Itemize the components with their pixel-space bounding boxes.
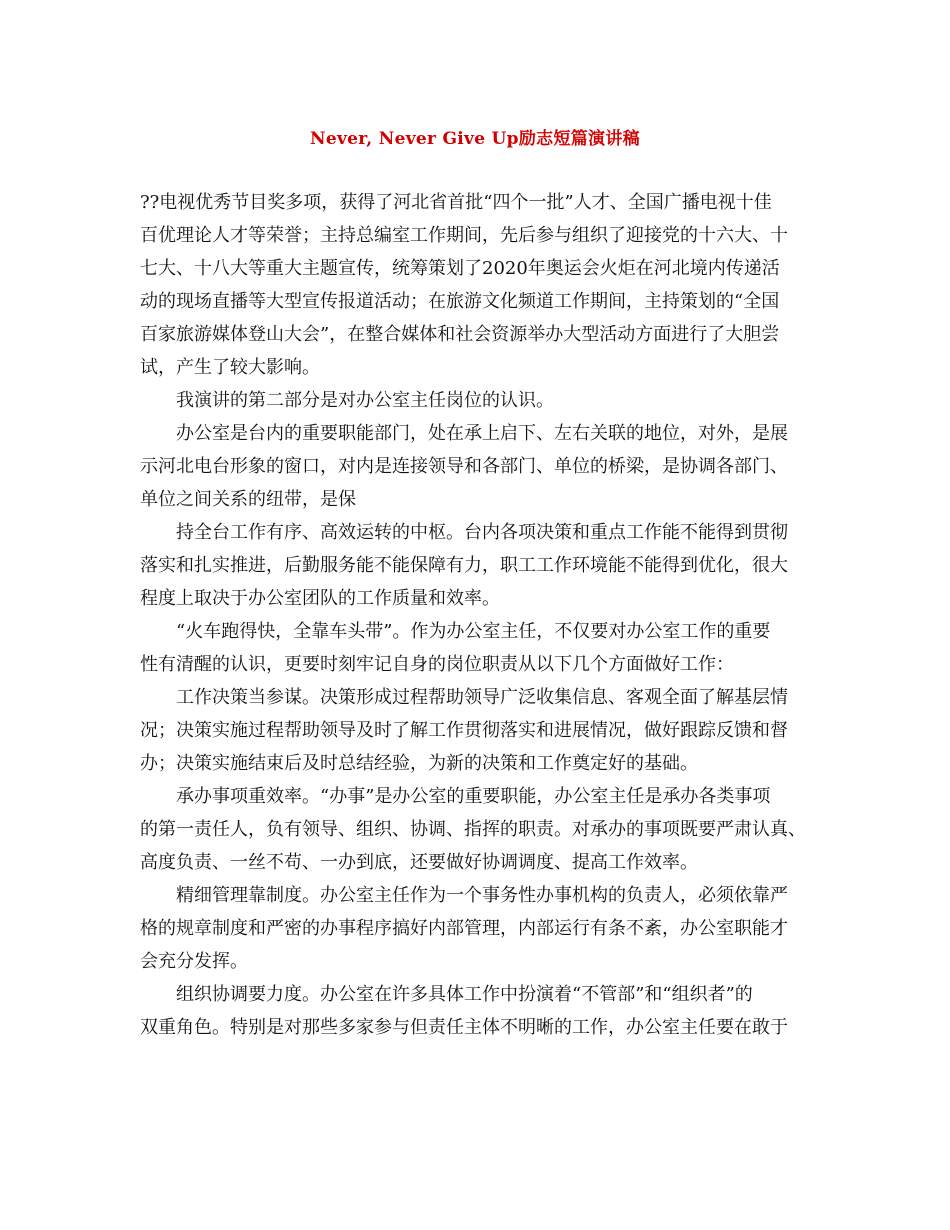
text-line: 试，产生了较大影响。 (140, 357, 320, 378)
text-line: 性有清醒的认识，更要时刻牢记自身的岗位职责从以下几个方面做好工作： (140, 654, 734, 675)
text-line: ??电视优秀节目奖多项，获得了河北省首批“四个一批”人才、全国广播电视十佳 (140, 192, 772, 213)
text-line: 组织协调要力度。办公室在许多具体工作中扮演着“不管部”和“组织者”的 (176, 984, 753, 1005)
text-line: 会充分发挥。 (140, 951, 248, 972)
document-body (140, 186, 816, 1044)
text-line: 的第一责任人，负有领导、组织、协调、指挥的职责。对承办的事项既要严肃认真、 (140, 819, 806, 840)
text-line: 百优理论人才等荣誉；主持总编室工作期间，先后参与组织了迎接党的十六大、十 (140, 225, 788, 246)
text-line: 工作决策当参谋。决策形成过程帮助领导广泛收集信息、客观全面了解基层情 (176, 687, 788, 708)
text-line: 高度负责、一丝不苟、一办到底，还要做好协调调度、提高工作效率。 (140, 852, 698, 873)
text-line: 格的规章制度和严密的办事程序搞好内部管理，内部运行有条不紊，办公室职能才 (140, 918, 788, 939)
text-line: 承办事项重效率。“办事”是办公室的重要职能，办公室主任是承办各类事项 (176, 786, 771, 807)
text-line: 办；决策实施结束后及时总结经验，为新的决策和工作奠定好的基础。 (140, 753, 698, 774)
text-line: 七大、十八大等重大主题宣传，统筹策划了2020年奥运会火炬在河北境内传递活 (140, 258, 780, 279)
document-title: Never, Never Give Up励志短篇演讲稿 (310, 129, 640, 149)
text-line: 双重角色。特别是对那些多家参与但责任主体不明晰的工作，办公室主任要在敢于 (140, 1017, 788, 1038)
text-line: 落实和扎实推进，后勤服务能不能保障有力，职工工作环境能不能得到优化，很大 (140, 555, 788, 576)
text-line: 况；决策实施过程帮助领导及时了解工作贯彻落实和进展情况，做好跟踪反馈和督 (140, 720, 788, 741)
text-line: 动的现场直播等大型宣传报道活动；在旅游文化频道工作期间，主持策划的“全国 (140, 291, 780, 312)
text-line: 精细管理靠制度。办公室主任作为一个事务性办事机构的负责人，必须依靠严 (176, 885, 788, 906)
text-line: 程度上取决于办公室团队的工作质量和效率。 (140, 588, 500, 609)
text-line: 示河北电台形象的窗口，对内是连接领导和各部门、单位的桥梁，是协调各部门、 (140, 456, 788, 477)
text-line: “火车跑得快，全靠车头带”。作为办公室主任，不仅要对办公室工作的重要 (176, 621, 771, 642)
text-line: 我演讲的第二部分是对办公室主任岗位的认识。 (176, 390, 554, 411)
text-line: 百家旅游媒体登山大会”，在整合媒体和社会资源举办大型活动方面进行了大胆尝 (140, 324, 780, 345)
text-line: 持全台工作有序、高效运转的中枢。台内各项决策和重点工作能不能得到贯彻 (176, 522, 788, 543)
text-line: 单位之间关系的纽带，是保 (140, 489, 356, 510)
text-line: 办公室是台内的重要职能部门，处在承上启下、左右关联的地位，对外，是展 (176, 423, 788, 444)
